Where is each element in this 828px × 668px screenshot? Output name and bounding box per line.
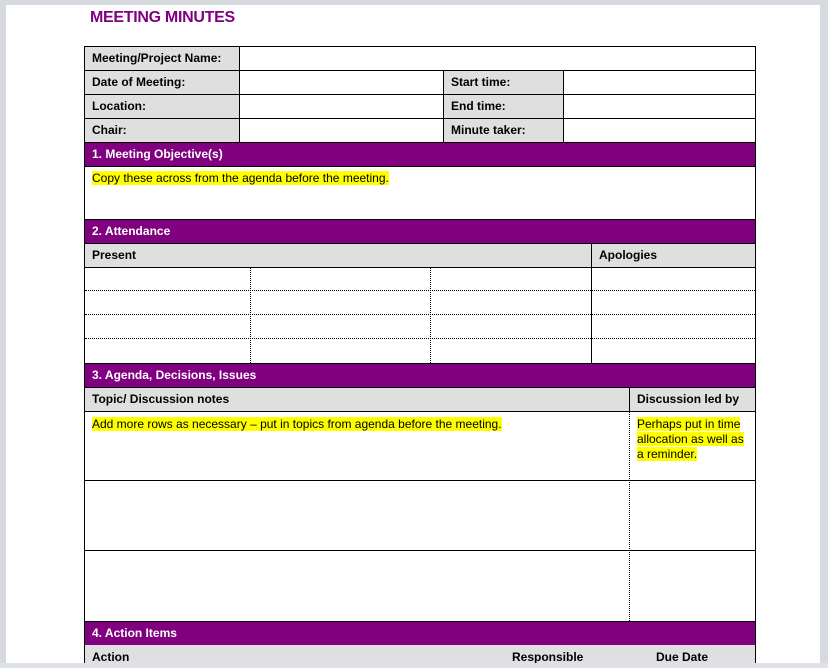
start-time-label: Start time:	[443, 70, 564, 95]
project-name-field[interactable]	[239, 46, 756, 71]
due-date-header: Due Date	[656, 650, 709, 663]
present-header: Present	[84, 243, 592, 268]
section-actions-header: 4. Action Items	[84, 621, 756, 646]
apologies-header: Apologies	[591, 243, 756, 268]
responsible-header: Responsible	[512, 650, 584, 663]
project-name-label: Meeting/Project Name:	[84, 46, 240, 71]
minute-taker-label: Minute taker:	[443, 118, 564, 143]
led-by-header: Discussion led by	[629, 387, 756, 412]
section-agenda-header: 3. Agenda, Decisions, Issues	[84, 363, 756, 388]
status-bar	[0, 663, 828, 668]
document-page	[6, 5, 820, 663]
end-time-label: End time:	[443, 94, 564, 119]
section-attendance-header: 2. Attendance	[84, 219, 756, 244]
action-header: Action	[92, 650, 130, 663]
end-time-field[interactable]	[563, 94, 756, 119]
attendance-grid[interactable]	[84, 267, 756, 364]
chair-label: Chair:	[84, 118, 240, 143]
actions-header-row	[84, 645, 756, 663]
objective-note: Copy these across from the agenda before the meeting.	[92, 171, 389, 185]
date-label: Date of Meeting:	[84, 70, 240, 95]
location-field[interactable]	[239, 94, 444, 119]
minute-taker-field[interactable]	[563, 118, 756, 143]
led-by-note: Perhaps put in time allocation as well as a reminder.	[637, 417, 744, 461]
topic-header: Topic/ Discussion notes	[84, 387, 630, 412]
document-title: MEETING MINUTES	[90, 9, 235, 26]
location-label: Location:	[84, 94, 240, 119]
objective-field[interactable]	[84, 166, 756, 220]
agenda-grid[interactable]	[84, 411, 756, 622]
chair-field[interactable]	[239, 118, 444, 143]
section-objective-header: 1. Meeting Objective(s)	[84, 142, 756, 167]
start-time-field[interactable]	[563, 70, 756, 95]
date-field[interactable]	[239, 70, 444, 95]
topic-note: Add more rows as necessary – put in topics from agenda before the meeting.	[92, 417, 502, 431]
